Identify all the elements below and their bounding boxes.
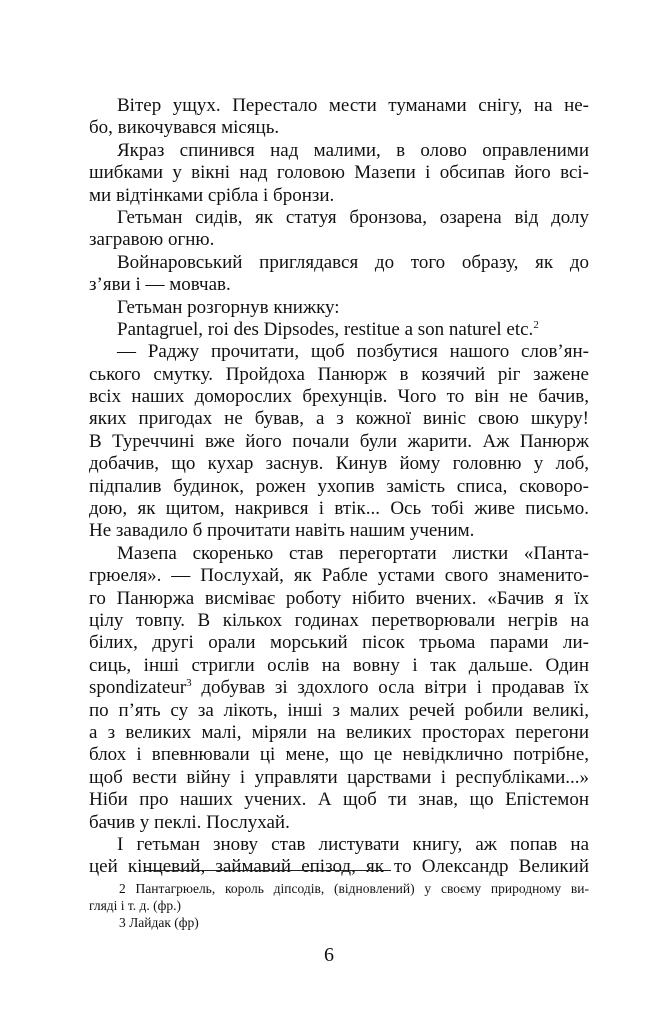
text-line: бо, викочувався місяць. [89,117,280,139]
text-line: ми відтінками срібла і бронзи. [89,184,335,206]
text-line: всіх наших доморослих брехунців. Чого то він не бачив, [89,386,589,408]
text-line: добачив, що кухар заснув. Кинув йому головню у лоб, [89,453,589,475]
text-line: Вітер ущух. Перестало мести туманами снігу, на не- [117,95,589,116]
text-line: по п’ять су за лікоть, інші з малих речей робили великі, [89,699,589,721]
footnote-ref: 3 [186,677,192,690]
text-line: цілу товпу. В кількох годинах перетворювали негрів на [89,609,589,631]
text-line: шибками у вікні над головою Мазепи і обсипав його всі- [89,162,589,184]
text-line: яких пригодах не бував, а з кожної виніс свою шкуру! [89,408,589,430]
text-line: щоб вести війну і управляти царствами і республіками...» [89,766,589,788]
text-line: а з великих малі, міряли на великих просторах перегони [89,721,589,743]
text-line: Якраз спинився над малими, в олово оправленими [117,139,589,161]
text-line: Не завадило б прочитати навіть нашим ученим. [89,520,475,542]
text-line: цей кінцевий, займавий епізод, як то Олександр Великий [89,856,589,878]
text-line: грюеля». — Послухай, як Рабле устами свого знаменито- [89,565,589,587]
text-line: spondizateur$^3$ добував зі здохлого осла вітри і продавав їх [89,677,589,699]
footnote-separator [145,870,391,871]
footnote-line: 3 Лайдак (фр) [119,915,199,930]
text-line: білих, другі орали морський пісок трьома парами ли- [89,632,589,654]
text-line: Ніби про наших учених. А щоб ти знав, що Епістемон [89,789,589,811]
footnotes [89,880,589,931]
text-line: І гетьман знову став листувати книгу, аж попав на [117,833,589,855]
text-line: блох і впевнювали ці мене, що це невідкличнo потрібне, [89,744,589,766]
text-line: Войнаровський приглядався до того образу, як до [117,251,589,273]
page-number: 6 [324,944,334,966]
text-line: дою, як щитом, накрився і втік... Ось тобі живе письмо. [89,498,589,520]
text-line: го Панюржа висміває роботу нібито вчених. «Бачив я їх [89,587,589,609]
text-line: сиць, інші стригли ослів на вовну і так дальше. Один [89,654,589,676]
body-text [89,95,589,879]
text-line: з’яви і — мовчав. [89,274,231,296]
text-line: підпалив будинок, рожен ухопив замість списа, сковоро- [89,475,589,497]
footnote-ref: 2 [533,318,539,331]
text-line: Гетьман розгорнув книжку: [117,296,340,318]
text-line: В Туреччині вже його почали були жарити. Аж Панюрж [89,430,589,452]
text-line: Pantagruel, roi des Dipsodes, restitue a son naturel etc.$^2$ [117,318,539,340]
footnote-line: гляді і т. д. (фр.) [89,898,182,913]
text-line: — Раджу прочитати, щоб позбутися нашого слов’ян- [117,341,589,363]
footnote-line: 2 Пантагрюель, король діпсодів, (відновлений) у своєму природному ви- [119,881,589,896]
text-line: загравою огню. [89,229,215,251]
text-line: бачив у пеклі. Послухай. [89,811,290,833]
text-line: ського смутку. Пройдоха Панюрж в козячий ріг зажене [89,363,589,385]
text-line: Гетьман сидів, як статуя бронзова, озарена від долу [117,206,589,228]
text-line: Мазепа скоренько став перегортати листки «Панта- [117,542,589,564]
